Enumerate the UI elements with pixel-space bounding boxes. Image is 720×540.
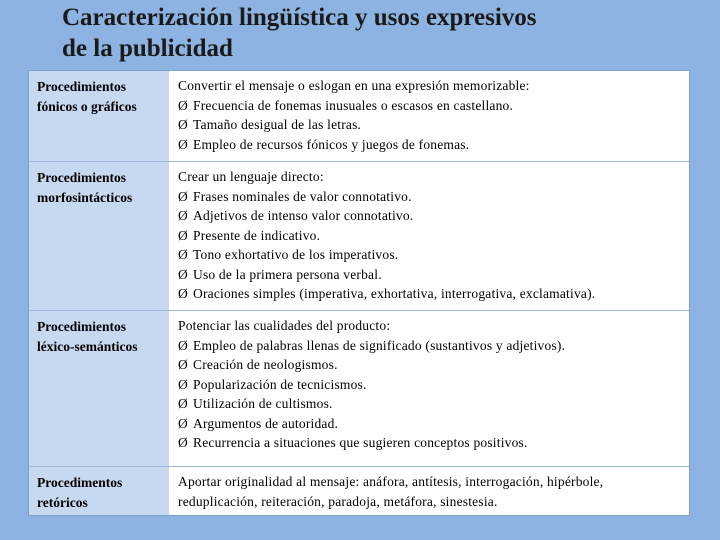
title-line-1: Caracterización lingüística y usos expresivos <box>62 4 537 31</box>
arrow-bullet-icon: Ø <box>178 247 188 262</box>
list-item <box>178 115 683 135</box>
table-row-lexico-semanticos <box>29 310 689 466</box>
row-text-line: Aportar originalidad al mensaje: anáfora, antítesis, interrogación, hipérbole, <box>178 474 604 489</box>
list-item <box>178 375 683 395</box>
row-label-line: Procedimientos <box>37 170 126 185</box>
row-intro: Potenciar las cualidades del producto: <box>178 318 391 333</box>
row-label-line: morfosintácticos <box>37 190 133 205</box>
arrow-bullet-icon: Ø <box>178 415 188 431</box>
row-label <box>29 311 169 466</box>
list-item <box>178 206 683 226</box>
list-item <box>178 245 683 265</box>
list-item-text: Oraciones simples (imperativa, exhortativa, interrogativa, exclamativa). <box>193 286 596 301</box>
arrow-bullet-icon: Ø <box>178 188 188 204</box>
row-content <box>172 162 689 310</box>
list-item <box>178 414 683 434</box>
row-intro: Convertir el mensaje o eslogan en una expresión memorizable: <box>178 78 530 93</box>
row-label-line: Procedimientos <box>37 79 126 94</box>
arrow-bullet-icon: Ø <box>178 357 188 372</box>
row-content <box>172 467 689 515</box>
list-item-text: Tono exhortativo de los imperativos. <box>193 247 399 262</box>
row-label-line: Procedimentos <box>37 475 123 490</box>
list-item-text: Empleo de palabras llenas de significado (sustantivos y adjetivos). <box>193 337 566 353</box>
list-item <box>178 187 683 207</box>
table-row-retoricos <box>29 466 689 515</box>
arrow-bullet-icon: Ø <box>178 337 188 353</box>
list-item-text: Presente de indicativo. <box>193 227 321 243</box>
row-label <box>29 162 169 310</box>
arrow-bullet-icon: Ø <box>178 97 188 113</box>
list-item-text: Argumentos de autoridad. <box>193 415 339 431</box>
list-item <box>178 226 683 246</box>
arrow-bullet-icon: Ø <box>178 266 188 282</box>
list-item-text: Frases nominales de valor connotativo. <box>193 188 412 204</box>
content-table <box>28 70 690 516</box>
list-item-text: Adjetivos de intenso valor connotativo. <box>193 208 414 223</box>
row-intro: Crear un lenguaje directo: <box>178 169 324 184</box>
page-title <box>62 2 537 64</box>
list-item-text: Frecuencia de fonemas inusuales o escasos en castellano. <box>193 97 514 113</box>
arrow-bullet-icon: Ø <box>178 396 188 411</box>
arrow-bullet-icon: Ø <box>178 208 188 223</box>
list-item <box>178 355 683 375</box>
list-item-text: Tamaño desigual de las letras. <box>193 117 362 132</box>
arrow-bullet-icon: Ø <box>178 286 188 301</box>
row-content <box>172 71 689 161</box>
list-item-text: Recurrencia a situaciones que sugieren conceptos positivos. <box>193 435 528 450</box>
arrow-bullet-icon: Ø <box>178 136 188 152</box>
arrow-bullet-icon: Ø <box>178 227 188 243</box>
list-item <box>178 336 683 356</box>
list-item-text: Uso de la primera persona verbal. <box>193 266 382 282</box>
title-line-2: de la publicidad <box>62 35 233 62</box>
row-label <box>29 71 169 161</box>
list-item <box>178 433 683 453</box>
list-item-text: Utilización de cultismos. <box>193 396 333 411</box>
row-content <box>172 311 689 466</box>
arrow-bullet-icon: Ø <box>178 376 188 392</box>
list-item-text: Empleo de recursos fónicos y juegos de fonemas. <box>193 136 470 152</box>
arrow-bullet-icon: Ø <box>178 117 188 132</box>
list-item <box>178 394 683 414</box>
row-label-line: léxico-semánticos <box>37 339 138 354</box>
arrow-bullet-icon: Ø <box>178 435 188 450</box>
row-label-line: Procedimientos <box>37 319 126 334</box>
list-item-text: Creación de neologismos. <box>193 357 338 372</box>
table-row-fonicos <box>29 71 689 161</box>
list-item <box>178 265 683 285</box>
list-item <box>178 96 683 116</box>
list-item <box>178 135 683 155</box>
list-item <box>178 284 683 304</box>
row-text-line: reduplicación, reiteración, paradoja, metáfora, sinestesia. <box>178 493 498 509</box>
list-item-text: Popularización de tecnicismos. <box>193 376 367 392</box>
row-label-line: fónicos o gráficos <box>37 99 137 114</box>
table-row-morfosintacticos <box>29 161 689 310</box>
row-label <box>29 467 169 515</box>
row-label-line: retóricos <box>37 495 88 510</box>
